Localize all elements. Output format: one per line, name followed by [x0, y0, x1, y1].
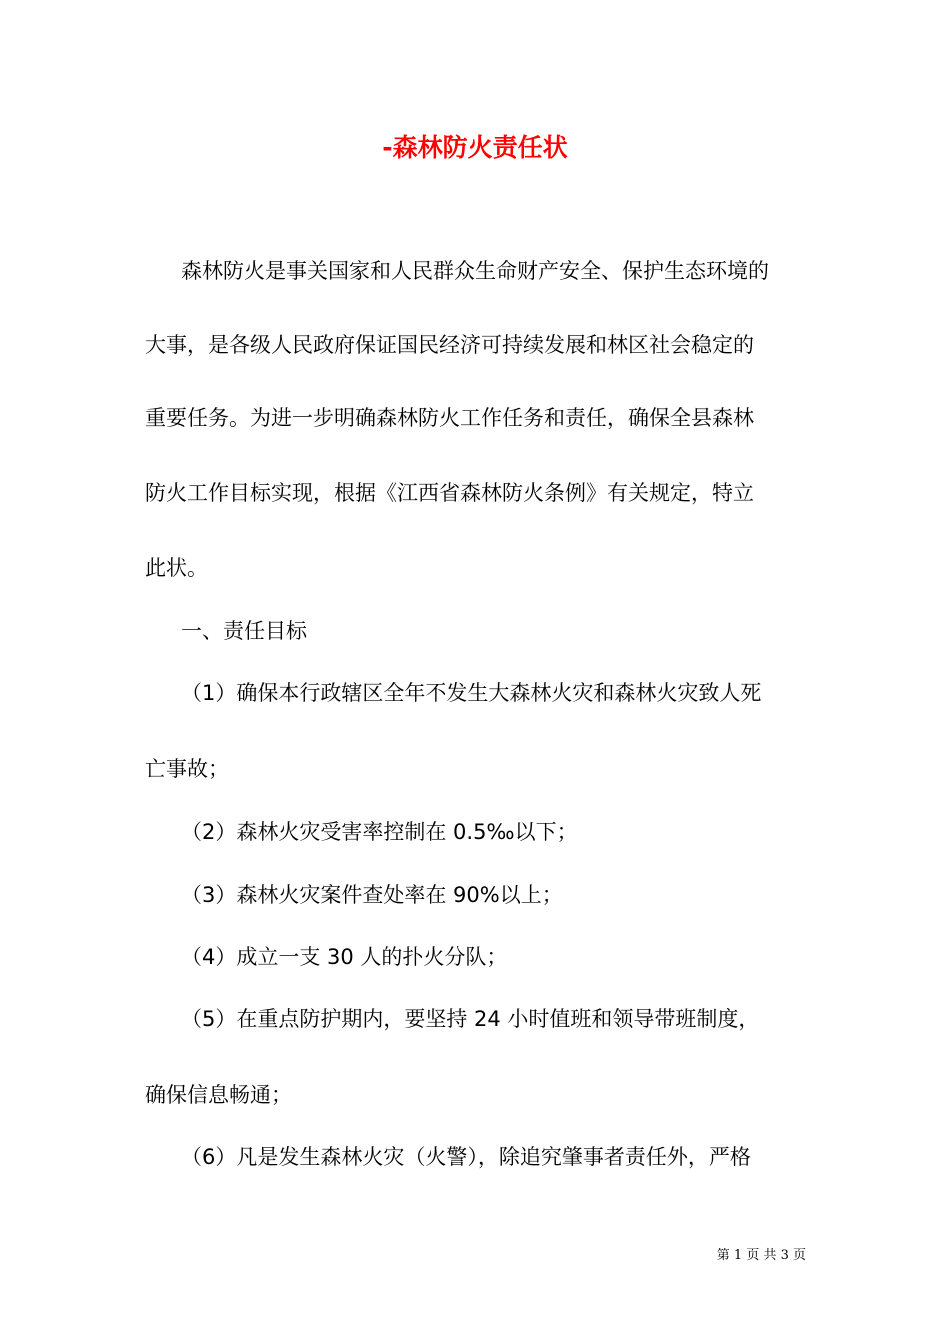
paragraph-line: 此状。 [145, 556, 208, 580]
list-item-continuation: 确保信息畅通； [145, 1083, 292, 1107]
list-item: （1）确保本行政辖区全年不发生大森林火灾和森林火灾致人死 [181, 681, 762, 705]
document-title: -森林防火责任状 [382, 133, 568, 162]
list-item: （3）森林火灾案件查处率在 90%以上； [181, 883, 563, 907]
list-item: （4）成立一支 30 人的扑火分队； [181, 945, 508, 969]
section-heading: 一、责任目标 [181, 619, 307, 643]
list-item: （5）在重点防护期内，要坚持 24 小时值班和领导带班制度， [181, 1007, 760, 1031]
list-item: （2）森林火灾受害率控制在 0.5‰以下； [181, 820, 578, 844]
list-item-continuation: 亡事故； [145, 757, 229, 781]
paragraph-line: 防火工作目标实现，根据《江西省森林防火条例》有关规定，特立 [145, 481, 754, 505]
list-item: （6）凡是发生森林火灾（火警），除追究肇事者责任外，严格 [181, 1145, 751, 1169]
paragraph-line: 大事，是各级人民政府保证国民经济可持续发展和林区社会稳定的 [145, 333, 754, 357]
page-number-footer: 第 1 页 共 3 页 [716, 1248, 806, 1263]
paragraph-line: 森林防火是事关国家和人民群众生命财产安全、保护生态环境的 [181, 259, 769, 283]
paragraph-line: 重要任务。为进一步明确森林防火工作任务和责任，确保全县森林 [145, 406, 754, 430]
